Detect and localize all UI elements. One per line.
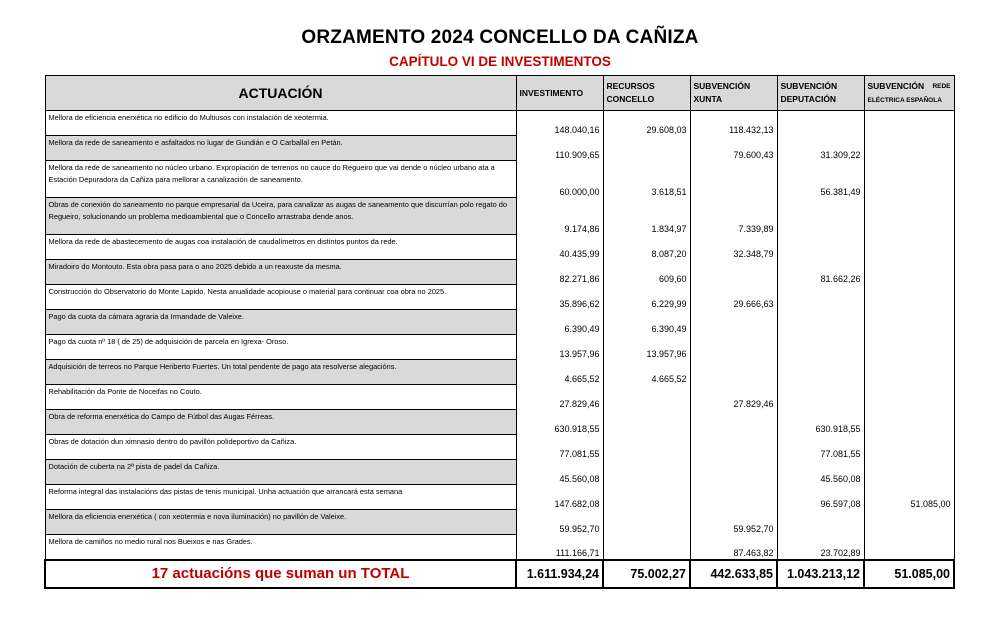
table-row xyxy=(45,111,954,136)
row-xunta: 27.829,46 xyxy=(690,385,777,410)
row-recursos: 609,60 xyxy=(603,260,690,285)
row-description: Mellora da rede de saneamento no núcleo urbano. Expropiación de terrenos no cauce do Regueiro que vai dende o núcleo urbano ata a Estación Depuradora da Cañiza para mellorar a canalización de saneamento. xyxy=(45,161,516,198)
row-deputacion xyxy=(777,235,864,260)
header-row xyxy=(45,76,954,111)
row-ree xyxy=(864,285,954,310)
total-ree: 51.085,00 xyxy=(864,560,954,588)
row-xunta xyxy=(690,310,777,335)
total-xunta: 442.633,85 xyxy=(690,560,777,588)
row-deputacion: 45.560,08 xyxy=(777,460,864,485)
row-ree xyxy=(864,335,954,360)
row-deputacion xyxy=(777,111,864,136)
row-recursos: 29.608,03 xyxy=(603,111,690,136)
table-row xyxy=(45,310,954,335)
table-row xyxy=(45,385,954,410)
row-investimento: 6.390,49 xyxy=(516,310,603,335)
row-recursos xyxy=(603,435,690,460)
row-xunta: 7.339,89 xyxy=(690,198,777,235)
row-investimento: 59.952,70 xyxy=(516,510,603,535)
row-ree xyxy=(864,111,954,136)
row-recursos: 8.087,20 xyxy=(603,235,690,260)
row-investimento: 45.560,08 xyxy=(516,460,603,485)
row-description: Mellora da rede de abastecemento de augas coa instalación de caudalímetros en distintos puntos da rede. xyxy=(45,235,516,260)
row-investimento: 82.271,86 xyxy=(516,260,603,285)
row-investimento: 27.829,46 xyxy=(516,385,603,410)
total-deputacion: 1.043.213,12 xyxy=(777,560,864,588)
row-investimento: 147.682,08 xyxy=(516,485,603,510)
row-xunta xyxy=(690,460,777,485)
row-deputacion: 56.381,49 xyxy=(777,161,864,198)
table-row xyxy=(45,198,954,235)
header-ree-sub: ELÉCTRICA ESPAÑOLA xyxy=(867,96,942,104)
header-subvencion-deputacion: SUBVENCIÓN DEPUTACIÓN xyxy=(777,76,864,111)
row-ree xyxy=(864,460,954,485)
row-ree xyxy=(864,260,954,285)
row-recursos xyxy=(603,410,690,435)
row-investimento: 111.166,71 xyxy=(516,535,603,560)
row-deputacion xyxy=(777,310,864,335)
table-row xyxy=(45,535,954,560)
row-investimento: 630.918,55 xyxy=(516,410,603,435)
row-recursos: 13.957,96 xyxy=(603,335,690,360)
row-deputacion xyxy=(777,360,864,385)
table-body xyxy=(45,111,954,560)
row-investimento: 13.957,96 xyxy=(516,335,603,360)
table-row xyxy=(45,360,954,385)
row-recursos: 1.834,97 xyxy=(603,198,690,235)
row-recursos xyxy=(603,136,690,161)
row-description: Obras de conexión do saneamento no parque empresarial da Uceira, para canalizar as augas de saneamento que discurrían polo regato do Regueiro, solucionando un problema medioambiental que o Concello arrastraba dende anos. xyxy=(45,198,516,235)
total-row xyxy=(45,560,954,588)
row-description: Obra de reforma enerxética do Campo de Fútbol das Augas Férreas. xyxy=(45,410,516,435)
page-title: ORZAMENTO 2024 CONCELLO DA CAÑIZA xyxy=(301,27,699,48)
table-row xyxy=(45,335,954,360)
row-deputacion: 81.662,26 xyxy=(777,260,864,285)
row-ree xyxy=(864,510,954,535)
row-xunta xyxy=(690,485,777,510)
table-row xyxy=(45,235,954,260)
row-ree xyxy=(864,235,954,260)
row-recursos xyxy=(603,385,690,410)
row-xunta xyxy=(690,410,777,435)
row-investimento: 35.896,62 xyxy=(516,285,603,310)
row-xunta xyxy=(690,260,777,285)
row-recursos: 6.229,99 xyxy=(603,285,690,310)
row-xunta: 32.348,79 xyxy=(690,235,777,260)
row-ree xyxy=(864,198,954,235)
row-ree xyxy=(864,385,954,410)
row-xunta: 29.666,63 xyxy=(690,285,777,310)
row-recursos: 4.665,52 xyxy=(603,360,690,385)
row-recursos: 3.618,51 xyxy=(603,161,690,198)
row-xunta: 59.952,70 xyxy=(690,510,777,535)
row-description: Pago da cuota da cámara agraria da Irmandade de Valeixe. xyxy=(45,310,516,335)
table-row xyxy=(45,410,954,435)
row-deputacion xyxy=(777,385,864,410)
row-deputacion: 96.597,08 xyxy=(777,485,864,510)
row-description: Adquisición de terreos no Parque Heriberto Fuertes. Un total pendente de pago ata resolverse alegacións. xyxy=(45,360,516,385)
table-row xyxy=(45,435,954,460)
row-recursos xyxy=(603,485,690,510)
row-xunta: 79.600,43 xyxy=(690,136,777,161)
row-ree: 51.085,00 xyxy=(864,485,954,510)
row-description: Dotación de cuberta na 2ª pista de padel da Cañiza. xyxy=(45,460,516,485)
row-xunta xyxy=(690,435,777,460)
row-xunta xyxy=(690,335,777,360)
row-ree xyxy=(864,435,954,460)
row-deputacion xyxy=(777,510,864,535)
table-row xyxy=(45,510,954,535)
row-recursos xyxy=(603,460,690,485)
table-row xyxy=(45,161,954,198)
row-investimento: 40.435,99 xyxy=(516,235,603,260)
row-description: Mellora de eficiencia enerxética no edificio do Multiusos con instalación de xeotermia. xyxy=(45,111,516,136)
row-description: Reforma integral das instalacións das pistas de tenis municipal. Unha actuación que arrancará esta semana xyxy=(45,485,516,510)
row-investimento: 110.909,65 xyxy=(516,136,603,161)
header-investimento: INVESTIMENTO xyxy=(516,76,603,111)
row-description: Rehabilitación da Ponte de Noceifas no Couto. xyxy=(45,385,516,410)
row-xunta xyxy=(690,161,777,198)
total-recursos: 75.002,27 xyxy=(603,560,690,588)
row-description: Construcción do Observatorio do Monte Lapido. Nesta anualidade acopiouse o material para continuar coa obra no 2025. xyxy=(45,285,516,310)
table-row xyxy=(45,260,954,285)
table-row xyxy=(45,136,954,161)
row-investimento: 77.081,55 xyxy=(516,435,603,460)
row-investimento: 9.174,86 xyxy=(516,198,603,235)
row-description: Mellora de camiños no medio rural nos Bueixos e nas Grades. xyxy=(45,535,516,560)
row-ree xyxy=(864,310,954,335)
header-subvencion-ree xyxy=(864,76,954,111)
table-row xyxy=(45,460,954,485)
row-ree xyxy=(864,360,954,385)
row-description: Obras de dotación dun ximnasio dentro do pavillón polideportivo da Cañiza. xyxy=(45,435,516,460)
table-row xyxy=(45,285,954,310)
header-recursos-concello: RECURSOS CONCELLO xyxy=(603,76,690,111)
row-deputacion: 630.918,55 xyxy=(777,410,864,435)
row-xunta: 118.432,13 xyxy=(690,111,777,136)
header-ree-main: SUBVENCIÓN xyxy=(867,80,925,91)
budget-table xyxy=(44,75,955,589)
row-deputacion: 31.309,22 xyxy=(777,136,864,161)
row-investimento: 4.665,52 xyxy=(516,360,603,385)
total-label: 17 actuacións que suman un TOTAL xyxy=(45,560,516,588)
header-subvencion-xunta: SUBVENCIÓN XUNTA xyxy=(690,76,777,111)
header-ree-right: REDE xyxy=(932,82,951,90)
row-deputacion xyxy=(777,335,864,360)
row-investimento: 60.000,00 xyxy=(516,161,603,198)
row-description: Mellora da eficiencia enerxética ( con xeotermia e nova iluminación) no pavillón de Valeixe. xyxy=(45,510,516,535)
row-description: Miradoiro do Montouto. Esta obra pasa para o ano 2025 debido a un reaxuste da mesma. xyxy=(45,260,516,285)
row-xunta: 87.463,82 xyxy=(690,535,777,560)
row-description: Mellora da rede de saneamento e asfaltados no lugar de Gundián e O Carballal en Petán. xyxy=(45,136,516,161)
row-ree xyxy=(864,161,954,198)
row-ree xyxy=(864,136,954,161)
row-investimento: 148.040,16 xyxy=(516,111,603,136)
row-ree xyxy=(864,535,954,560)
header-actuacion: ACTUACIÓN xyxy=(45,76,516,111)
row-ree xyxy=(864,410,954,435)
row-deputacion: 77.081,55 xyxy=(777,435,864,460)
row-deputacion xyxy=(777,198,864,235)
row-recursos: 6.390,49 xyxy=(603,310,690,335)
table-row xyxy=(45,485,954,510)
row-description: Pago da cuota nº 18 ( de 25) de adquisición de parcela en Igrexa- Oroso. xyxy=(45,335,516,360)
row-xunta xyxy=(690,360,777,385)
row-recursos xyxy=(603,510,690,535)
row-deputacion xyxy=(777,285,864,310)
row-deputacion: 23.702,89 xyxy=(777,535,864,560)
page-subtitle: CAPÍTULO VI DE INVESTIMENTOS xyxy=(389,54,611,69)
row-recursos xyxy=(603,535,690,560)
total-investimento: 1.611.934,24 xyxy=(516,560,603,588)
